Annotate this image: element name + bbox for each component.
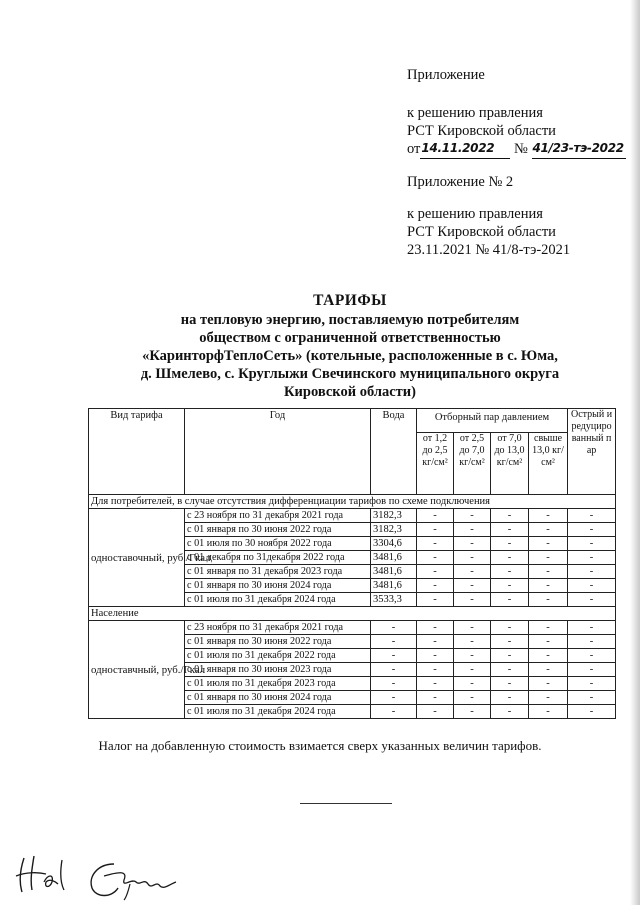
handwritten-signature-1 — [10, 852, 78, 896]
steam-2-value: - — [454, 565, 491, 579]
steam-1-value: - — [417, 537, 454, 551]
period-cell: с 01 января по 30 июня 2024 года — [185, 579, 371, 593]
water-value: 3182,3 — [371, 523, 417, 537]
water-value: 3481,6 — [371, 565, 417, 579]
steam-3-value: - — [491, 677, 529, 691]
water-value: - — [371, 691, 417, 705]
tariffs-table-body — [89, 495, 616, 719]
steam-4-value: - — [529, 565, 568, 579]
sharp-steam-value: - — [568, 649, 616, 663]
date-fill-line — [420, 140, 510, 159]
section-title: Население — [89, 607, 616, 621]
steam-3-value: - — [491, 635, 529, 649]
document-title — [60, 292, 640, 401]
period-cell: с 01 июля по 31 декабря 2024 года — [185, 705, 371, 719]
steam-3-value: - — [491, 523, 529, 537]
section-row — [89, 495, 616, 509]
sharp-steam-value: - — [568, 635, 616, 649]
header-sharp-steam: Острый и редуцированный пар — [568, 409, 616, 495]
sharp-steam-value: - — [568, 691, 616, 705]
sharp-steam-value: - — [568, 509, 616, 523]
sharp-steam-value: - — [568, 551, 616, 565]
steam-4-value: - — [529, 523, 568, 537]
number-fill-line — [532, 140, 626, 159]
steam-3-value: - — [491, 691, 529, 705]
steam-3-value: - — [491, 579, 529, 593]
steam-4-value: - — [529, 621, 568, 635]
steam-4-value: - — [529, 691, 568, 705]
tariffs-table — [88, 408, 616, 719]
steam-1-value: - — [417, 635, 454, 649]
closing-line — [300, 803, 392, 804]
period-cell: с 01 июля по 31 декабря 2024 года — [185, 593, 371, 607]
period-cell: с 01 января по 30 июня 2022 года — [185, 523, 371, 537]
tariff-type-label: одноставчный, руб./Гкал — [89, 621, 185, 719]
sharp-steam-value: - — [568, 621, 616, 635]
header-line: РСТ Кировской области — [407, 224, 556, 240]
steam-2-value: - — [454, 579, 491, 593]
period-cell: с 01 июля по 31 декабря 2023 года — [185, 677, 371, 691]
header-steam-3: от 7,0 до 13,0 кг/см² — [491, 433, 529, 495]
steam-3-value: - — [491, 509, 529, 523]
handwritten-number: 41/23-тэ-2022 — [532, 141, 624, 155]
title-line: на тепловую энергию, поставляемую потребителям — [180, 312, 520, 328]
number-prefix: № — [514, 141, 528, 157]
steam-3-value: - — [491, 663, 529, 677]
header-steam-group: Отборный пар давлением — [417, 409, 568, 433]
steam-2-value: - — [454, 691, 491, 705]
steam-2-value: - — [454, 677, 491, 691]
steam-1-value: - — [417, 565, 454, 579]
appendix-header — [407, 66, 637, 259]
water-value: - — [371, 649, 417, 663]
sharp-steam-value: - — [568, 537, 616, 551]
steam-3-value: - — [491, 621, 529, 635]
header-line: к решению правления — [407, 105, 543, 121]
header-year: Год — [185, 409, 371, 495]
header-line: 23.11.2021 № 41/8-тэ-2021 — [407, 242, 571, 258]
water-value: 3481,6 — [371, 579, 417, 593]
vat-note: Налог на добавленную стоимость взимается сверх указанных величин тарифов. — [98, 738, 542, 753]
steam-4-value: - — [529, 593, 568, 607]
title-main: ТАРИФЫ — [313, 292, 387, 309]
steam-1-value: - — [417, 551, 454, 565]
period-cell: с 01 января по 30 июня 2024 года — [185, 691, 371, 705]
header-line: Приложение — [407, 67, 485, 83]
water-value: 3481,6 — [371, 551, 417, 565]
water-value: - — [371, 663, 417, 677]
steam-2-value: - — [454, 593, 491, 607]
period-cell: с 23 ноября по 31 декабря 2021 года — [185, 509, 371, 523]
tariff-type-label: одноставочный, руб./Гкал — [89, 509, 185, 607]
steam-1-value: - — [417, 579, 454, 593]
steam-2-value: - — [454, 663, 491, 677]
steam-4-value: - — [529, 649, 568, 663]
steam-1-value: - — [417, 677, 454, 691]
water-value: 3304,6 — [371, 537, 417, 551]
steam-2-value: - — [454, 537, 491, 551]
steam-1-value: - — [417, 593, 454, 607]
steam-3-value: - — [491, 565, 529, 579]
steam-4-value: - — [529, 705, 568, 719]
title-line: обществом с ограниченной ответственностью — [199, 330, 501, 346]
handwritten-date: 14.11.2022 — [421, 141, 495, 155]
header-line: Приложение № 2 — [407, 174, 514, 190]
water-value: - — [371, 705, 417, 719]
header-steam-1: от 1,2 до 2,5 кг/см² — [417, 433, 454, 495]
steam-2-value: - — [454, 509, 491, 523]
steam-1-value: - — [417, 649, 454, 663]
header-line: РСТ Кировской области — [407, 123, 556, 139]
steam-2-value: - — [454, 649, 491, 663]
steam-4-value: - — [529, 551, 568, 565]
steam-4-value: - — [529, 663, 568, 677]
header-line: к решению правления — [407, 206, 543, 222]
table-row — [89, 509, 616, 523]
steam-4-value: - — [529, 537, 568, 551]
water-value: - — [371, 635, 417, 649]
sharp-steam-value: - — [568, 705, 616, 719]
steam-1-value: - — [417, 691, 454, 705]
sharp-steam-value: - — [568, 593, 616, 607]
period-cell: с 01 июля по 31 декабря 2022 года — [185, 649, 371, 663]
period-cell: с 01 января по 30 июня 2022 года — [185, 635, 371, 649]
steam-3-value: - — [491, 537, 529, 551]
steam-2-value: - — [454, 635, 491, 649]
steam-4-value: - — [529, 677, 568, 691]
title-line: Кировской области) — [284, 384, 416, 400]
period-cell: с 23 ноября по 31 декабря 2021 года — [185, 621, 371, 635]
period-cell: с 01 июля по 30 ноября 2022 года — [185, 537, 371, 551]
title-line: «КаринторфТеплоСеть» (котельные, расположенные в с. Юма, — [142, 348, 558, 364]
period-cell: с 01 января по 30 июня 2023 года — [185, 663, 371, 677]
header-tariff-type: Вид тарифа — [89, 409, 185, 495]
period-cell: с 01 декабря по 31декабря 2022 года — [185, 551, 371, 565]
water-value: 3533,3 — [371, 593, 417, 607]
date-prefix: от — [407, 141, 421, 157]
title-line: д. Шмелево, с. Круглыжи Свечинского муниципального округа — [140, 366, 560, 382]
steam-2-value: - — [454, 705, 491, 719]
sharp-steam-value: - — [568, 565, 616, 579]
header-date-number-line — [407, 140, 637, 159]
sharp-steam-value: - — [568, 677, 616, 691]
sharp-steam-value: - — [568, 663, 616, 677]
sharp-steam-value: - — [568, 523, 616, 537]
steam-3-value: - — [491, 649, 529, 663]
water-value: - — [371, 621, 417, 635]
steam-1-value: - — [417, 621, 454, 635]
table-row — [89, 621, 616, 635]
steam-2-value: - — [454, 523, 491, 537]
steam-2-value: - — [454, 551, 491, 565]
handwritten-signature-2 — [84, 858, 180, 902]
steam-1-value: - — [417, 509, 454, 523]
steam-3-value: - — [491, 705, 529, 719]
header-steam-4: свыше 13,0 кг/см² — [529, 433, 568, 495]
steam-3-value: - — [491, 593, 529, 607]
steam-3-value: - — [491, 551, 529, 565]
header-water: Вода — [371, 409, 417, 495]
steam-4-value: - — [529, 635, 568, 649]
steam-4-value: - — [529, 509, 568, 523]
sharp-steam-value: - — [568, 579, 616, 593]
header-steam-2: от 2,5 до 7,0 кг/см² — [454, 433, 491, 495]
section-title: Для потребителей, в случае отсутствия дифференциации тарифов по схеме подключения — [89, 495, 616, 509]
period-cell: с 01 января по 31 декабря 2023 года — [185, 565, 371, 579]
water-value: 3182,3 — [371, 509, 417, 523]
steam-1-value: - — [417, 663, 454, 677]
steam-4-value: - — [529, 579, 568, 593]
steam-1-value: - — [417, 523, 454, 537]
water-value: - — [371, 677, 417, 691]
steam-1-value: - — [417, 705, 454, 719]
steam-2-value: - — [454, 621, 491, 635]
section-row — [89, 607, 616, 621]
